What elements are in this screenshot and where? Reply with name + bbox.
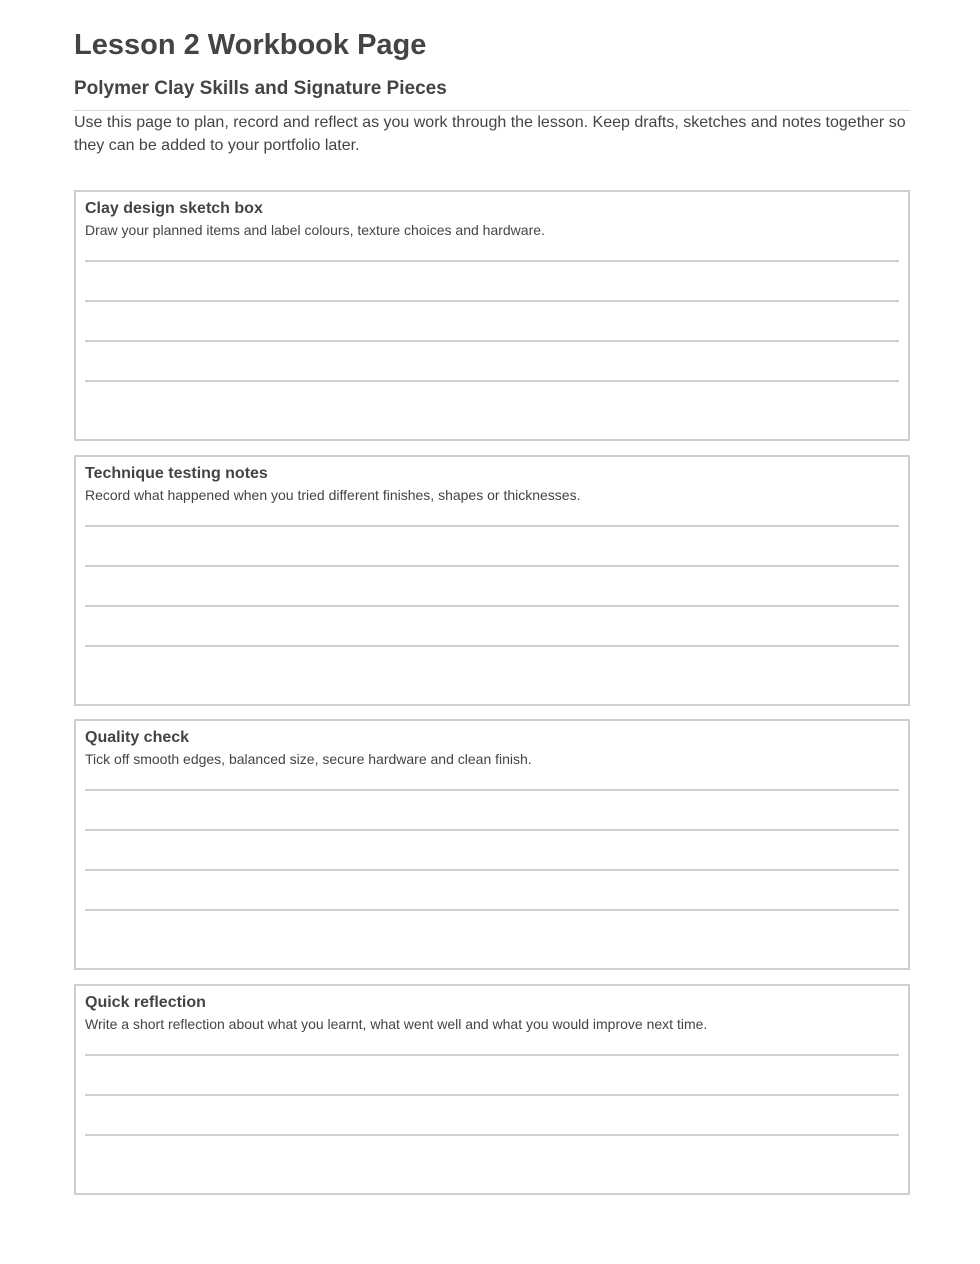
section-title: Technique testing notes (85, 465, 268, 482)
page-subtitle: Polymer Clay Skills and Signature Pieces (74, 78, 447, 99)
writing-line[interactable] (85, 380, 899, 382)
writing-line[interactable] (85, 1094, 899, 1096)
section-clay-design-sketch-box (74, 190, 910, 441)
writing-line[interactable] (85, 869, 899, 871)
writing-line[interactable] (85, 1134, 899, 1136)
section-description: Record what happened when you tried different finishes, shapes or thicknesses. (85, 487, 581, 503)
writing-line[interactable] (85, 909, 899, 911)
intro-block (74, 111, 910, 157)
writing-line[interactable] (85, 645, 899, 647)
writing-line[interactable] (85, 300, 899, 302)
section-quality-check (74, 719, 910, 970)
writing-line[interactable] (85, 525, 899, 527)
section-description: Write a short reflection about what you learnt, what went well and what you would improve next time. (85, 1016, 708, 1032)
workbook-page (74, 28, 910, 1032)
section-title: Quality check (85, 729, 190, 746)
page-title: Lesson 2 Workbook Page (74, 29, 427, 61)
writing-line[interactable] (85, 565, 899, 567)
section-title: Clay design sketch box (85, 200, 263, 217)
section-quick-reflection (74, 984, 910, 1195)
writing-line[interactable] (85, 1054, 899, 1056)
writing-line[interactable] (85, 260, 899, 262)
writing-line[interactable] (85, 829, 899, 831)
section-title: Quick reflection (85, 994, 206, 1011)
section-description: Tick off smooth edges, balanced size, secure hardware and clean finish. (85, 751, 532, 767)
section-description: Draw your planned items and label colours, texture choices and hardware. (85, 222, 545, 238)
intro-text: Use this page to plan, record and reflect as you work through the lesson. Keep drafts, sketches and notes together so they can be added to your portfolio later. (74, 114, 906, 154)
section-technique-testing-notes (74, 455, 910, 706)
writing-line[interactable] (85, 789, 899, 791)
writing-line[interactable] (85, 340, 899, 342)
writing-line[interactable] (85, 605, 899, 607)
